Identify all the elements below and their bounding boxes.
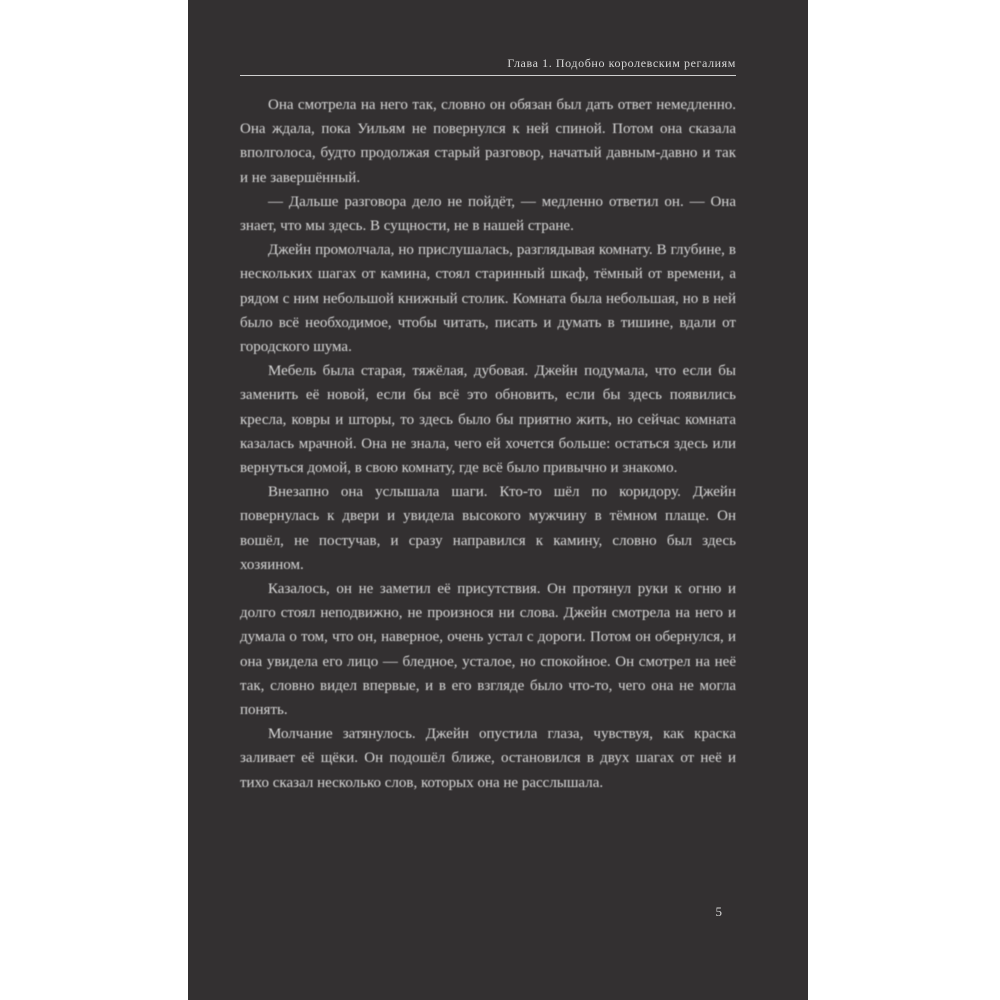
header-rule — [240, 75, 736, 76]
body-text — [240, 93, 736, 795]
paragraph: Она смотрела на него так, словно он обязан был дать ответ немедленно. Она ждала, пока Уильям не повернулся к ней спиной. Потом она сказала вполголоса, будто продолжая старый разговор, начатый давным-давно и так и не завершённый. — [240, 97, 736, 186]
paragraph: — Дальше разговора дело не пойдёт, — медленно ответил он. — Она знает, что мы здесь. В сущности, не в нашей стране. — [240, 193, 736, 235]
paragraph: Мебель была старая, тяжёлая, дубовая. Джейн подумала, что если бы заменить её новой, если бы всё это обновить, если бы здесь появились кресла, ковры и шторы, то здесь было бы приятно жить, но сейчас комната казалась мрачной. Она не знала, чего ей хочется больше: остаться здесь или вернуться домой, в свою комнату, где всё было привычно и знакомо. — [240, 363, 736, 477]
page-number: 5 — [715, 904, 722, 919]
book-page — [188, 0, 808, 1000]
paragraph: Молчание затянулось. Джейн опустила глаза, чувствуя, как краска заливает её щёки. Он подошёл ближе, остановился в двух шагах от неё и тихо сказал несколько слов, которых она не расслышала. — [240, 726, 736, 791]
paragraph: Джейн промолчала, но прислушалась, разглядывая комнату. В глубине, в нескольких шагах от камина, стоял старинный шкаф, тёмный от времени, а рядом с ним небольшой книжный столик. Комната была небольшая, но в ней было всё необходимое, чтобы читать, писать и думать в тишине, вдали от городского шума. — [240, 242, 736, 356]
paragraph: Внезапно она услышала шаги. Кто-то шёл по коридору. Джейн повернулась к двери и увидела высокого мужчину в тёмном плаще. Он вошёл, не постучав, и сразу направился к камину, словно был здесь хозяином. — [240, 484, 736, 573]
paragraph: Казалось, он не заметил её присутствия. Он протянул руки к огню и долго стоял неподвижно, не произнося ни слова. Джейн смотрела на него и думала о том, что он, наверное, очень устал с дороги. Потом он обернулся, и она увидела его лицо — бледное, усталое, но спокойное. Он смотрел на неё так, словно видел впервые, и в его взгляде было что-то, чего она не могла понять. — [240, 581, 736, 719]
running-head: Глава 1. Подобно королевским регалиям — [507, 56, 736, 70]
